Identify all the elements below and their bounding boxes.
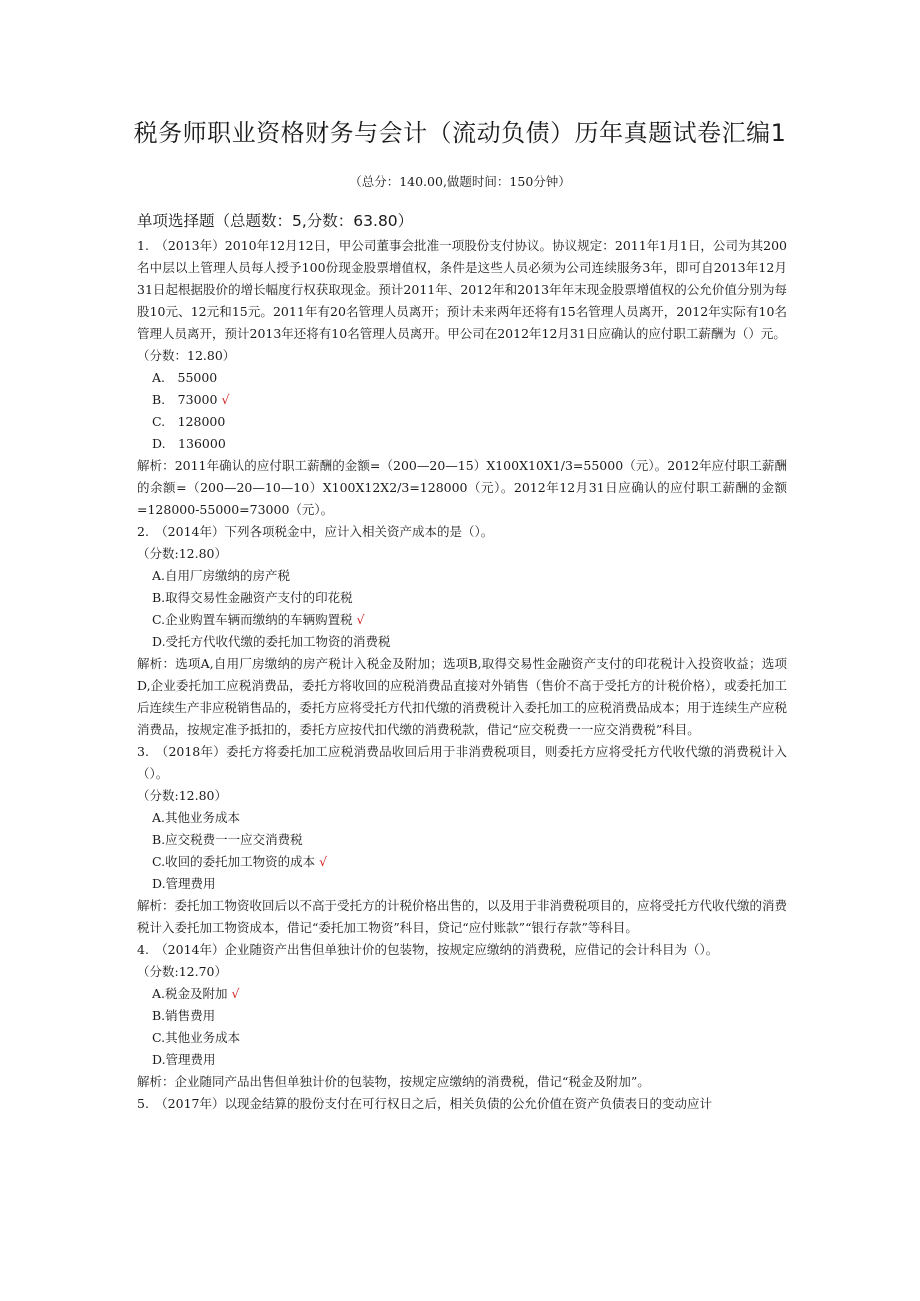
question-explanation: 解析：2011年确认的应付职工薪酬的金额=（200—20—15）X100X10X1/3=55000（元）。2012年应付职工薪酬的余额=（200—20—10—10）X100X12X2/3=128000（元）。2012年12月31日应确认的应付职工薪酬的金额=128000-55000=73000（元）。 (137, 458, 787, 517)
option-b: B.应交税费一一应交消费税 (152, 832, 303, 847)
option-b: B. 73000 √ (152, 392, 230, 407)
option-a: A.税金及附加 √ (152, 986, 240, 1001)
option-b: B.销售费用 (152, 1008, 216, 1023)
option-a: A.其他业务成本 (152, 810, 241, 825)
correct-check-icon: √ (319, 854, 328, 869)
question-explanation: 解析：委托加工物资收回后以不高于受托方的计税价格出售的，以及用于非消费税项目的，应将受托方代收代缴的消费税计入委托加工物资成本，借记“委托加工物资”科目，贷记“应付账款”“银行存款”等科目。 (137, 898, 788, 935)
question-score: （分数:12.80） (137, 546, 227, 561)
question-5 (137, 1093, 787, 1115)
option-d: D.受托方代收代缴的委托加工物资的消费税 (152, 634, 391, 649)
question-stem: 1. （2013年）2010年12月12日，甲公司董事会批准一项股份支付协议。协议规定：2011年1月1日，公司为其200名中层以上管理人员每人授予100份现金股票增值权，条件是这些人员必须为公司连续服务3年，即可自2013年12月31日起根据股价的增长幅度行权获取现金。预计2011年、2012年和2013年年末现金股票增值权的公允价值分别为每股10元、12元和15元。2011年有20名管理人员离开；预计未来两年还将有15名管理人员离开，2012年实际有10名管理人员离开，预计2013年还将有10名管理人员离开。甲公司在2012年12月31日应确认的应付职工薪酬为（）元。 (137, 238, 787, 341)
question-score: （分数：12.80） (137, 348, 236, 363)
question-explanation: 解析：企业随同产品出售但单独计价的包装物，按规定应缴纳的消费税，借记“税金及附加”。 (137, 1074, 650, 1089)
question-score: （分数:12.70） (137, 964, 227, 979)
option-d: D. 136000 (152, 436, 226, 451)
option-c: C.企业购置车辆而缴纳的车辆购置税 √ (152, 612, 365, 627)
option-a: A.自用厂房缴纳的房产税 (152, 568, 291, 583)
option-c: C.其他业务成本 (152, 1030, 241, 1045)
question-list (137, 235, 787, 1115)
section-heading: 单项选择题（总题数：5,分数：63.80） (137, 212, 414, 230)
exam-meta: （总分：140.00,做题时间：150分钟） (349, 174, 571, 189)
question-stem: 2. （2014年）下列各项税金中，应计入相关资产成本的是（）。 (137, 524, 494, 539)
document-title: 税务师职业资格财务与会计（流动负债）历年真题试卷汇编1 (133, 119, 787, 147)
question-2 (137, 521, 787, 741)
question-4 (137, 939, 787, 1093)
question-stem: 4. （2014年）企业随资产出售但单独计价的包装物，按规定应缴纳的消费税，应借记的会计科目为（）。 (137, 942, 719, 957)
option-d: D.管理费用 (152, 1052, 216, 1067)
option-b: B.取得交易性金融资产支付的印花税 (152, 590, 353, 605)
correct-check-icon: √ (356, 612, 365, 627)
question-stem: 3. （2018年）委托方将委托加工应税消费品收回后用于非消费税项目，则委托方应将受托方代收代缴的消费税计入（）。 (137, 744, 787, 781)
question-explanation: 解析：选项A,自用厂房缴纳的房产税计入税金及附加；选项B,取得交易性金融资产支付的印花税计入投资收益；选项D,企业委托加工应税消费品，委托方将收回的应税消费品直接对外销售（售价不高于受托方的计税价格），或委托加工后连续生产非应税销售品的，委托方应将受托方代扣代缴的消费税计入委托加工的应税消费品成本；用于连续生产应税消费品，按规定准予抵扣的，委托方应按代扣代缴的消费税款，借记“应交税费一一应交消费税”科目。 (137, 656, 788, 737)
correct-check-icon: √ (231, 986, 240, 1001)
option-a: A. 55000 (152, 370, 218, 385)
question-3 (137, 741, 787, 939)
correct-check-icon: √ (221, 392, 230, 407)
question-score: （分数:12.80） (137, 788, 227, 803)
option-d: D.管理费用 (152, 876, 216, 891)
question-1 (137, 235, 787, 521)
question-stem: 5. （2017年）以现金结算的股份支付在可行权日之后，相关负债的公允价值在资产负债表日的变动应计 (137, 1096, 712, 1111)
option-c: C.收回的委托加工物资的成本 √ (152, 854, 328, 869)
option-c: C. 128000 (152, 414, 226, 429)
